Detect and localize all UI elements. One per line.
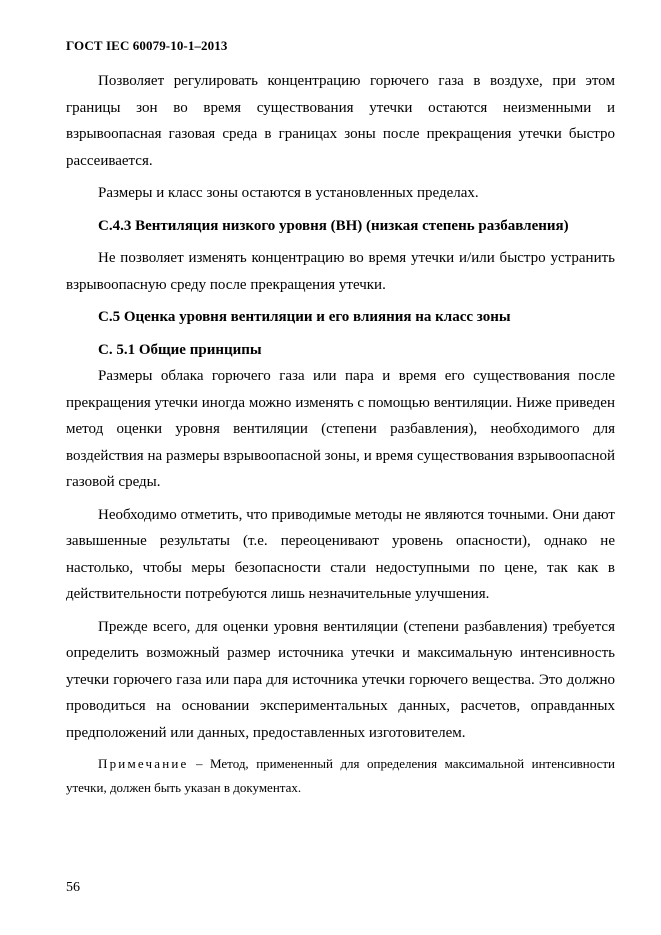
page-body	[66, 68, 615, 800]
page-number: 56	[66, 880, 80, 895]
note-label: Примечание	[98, 756, 189, 771]
paragraph-2: Размеры и класс зоны остаются в установленных пределах.	[98, 185, 479, 201]
section-heading-c51: С. 5.1 Общие принципы	[98, 341, 262, 358]
note	[66, 752, 615, 800]
note-text: – Метод, примененный для определения максимальной интенсивности утечки, должен быть указан в документах.	[66, 756, 615, 795]
section-heading-c5: С.5 Оценка уровня вентиляции и его влияния на класс зоны	[98, 309, 511, 325]
section-heading-c43: С.4.3 Вентиляция низкого уровня (ВН) (низкая степень разбавления)	[98, 217, 569, 234]
paragraph-6: Прежде всего, для оценки уровня вентиляции (степени разбавления) требуется определить возможный размер источника утечки и максимальную интенсивность утечки горючего газа или пара для источника утечки горючего вещества. Это должно проводиться на основании экспериментальных данных, расчетов, оправданных предположений или данных, предоставленных изготовителем.	[66, 618, 615, 741]
paragraph-1: Позволяет регулировать концентрацию горючего газа в воздухе, при этом границы зон во время существования утечки остаются неизменными и взрывоопасная газовая среда в границах зоны после прекращения утечки быстро рассеивается.	[66, 73, 615, 169]
paragraph-3: Не позволяет изменять концентрацию во время утечки и/или быстро устранить взрывоопасную среду после прекращения утечки.	[66, 250, 615, 293]
paragraph-4: Размеры облака горючего газа или пара и время его существования после прекращения утечки иногда можно изменять с помощью вентиляции. Ниже приведен метод оценки уровня вентиляции (степени разбавления), необходимого для воздействия на размеры взрывоопасной зоны, и время существования взрывоопасной газовой среды.	[66, 368, 615, 490]
paragraph-5: Необходимо отметить, что приводимые методы не являются точными. Они дают завышенные результаты (т.е. переоценивают уровень опасности), однако не настолько, чтобы меры безопасности стали недоступными по цене, так как в действительности потребуются лишь незначительные улучшения.	[66, 506, 615, 602]
document-header: ГОСТ IEC 60079-10-1–2013	[66, 38, 228, 53]
